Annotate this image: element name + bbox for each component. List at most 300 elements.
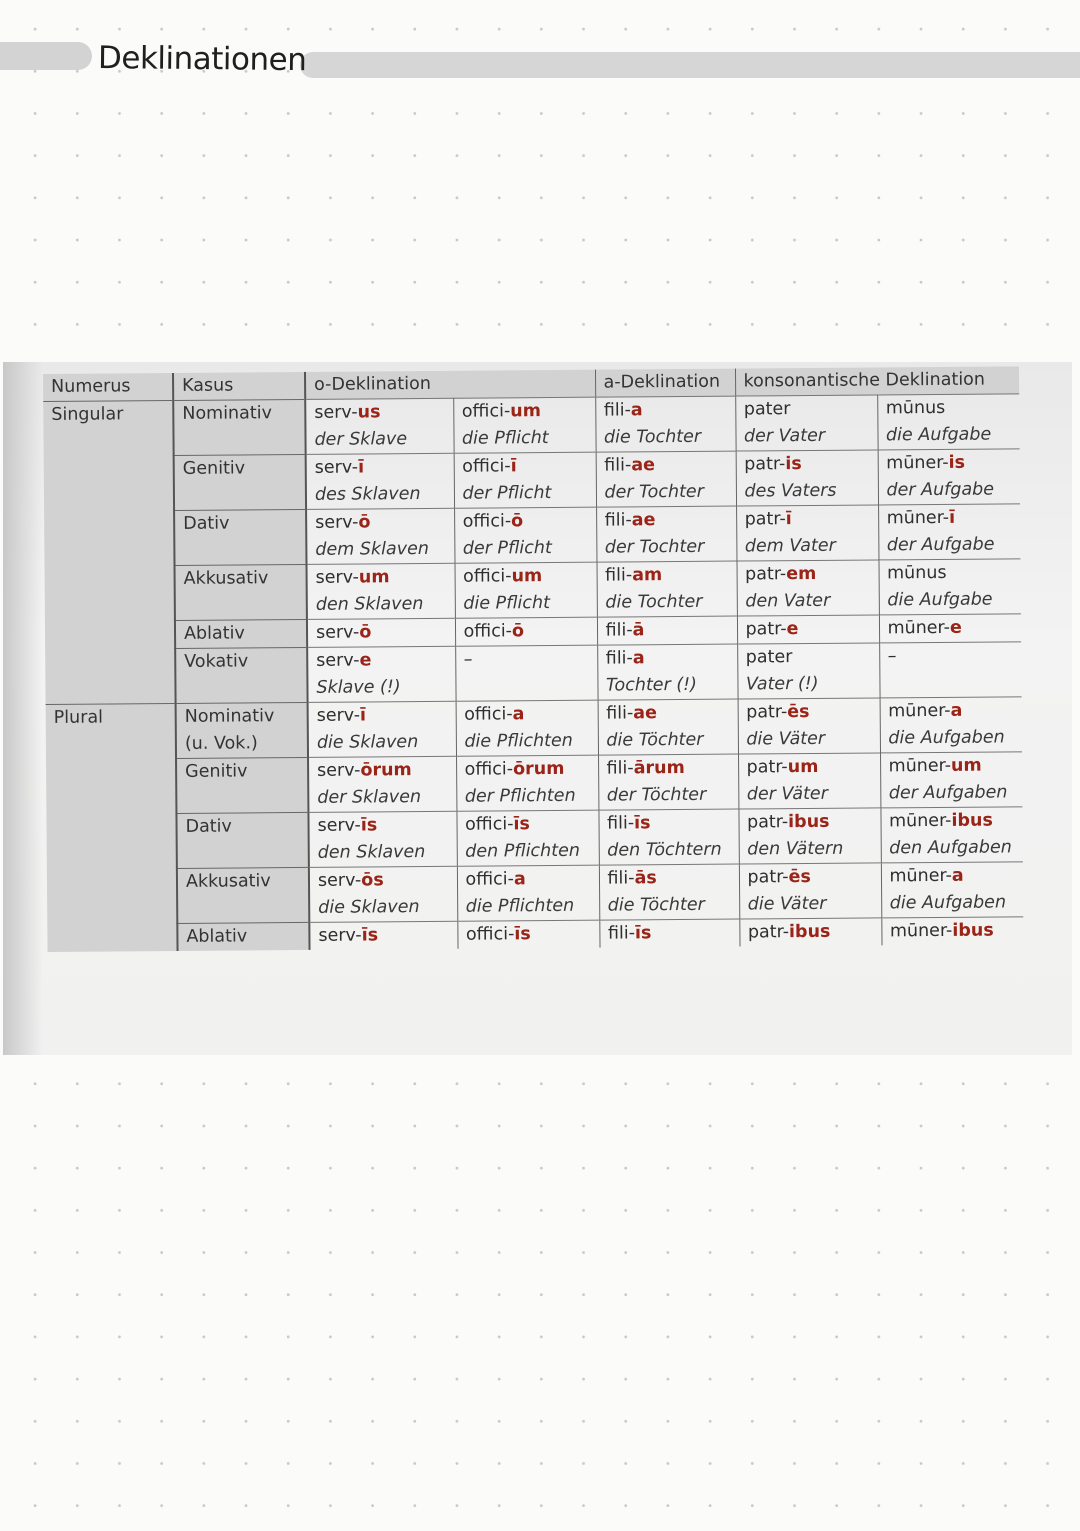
word-stem: serv- [315,567,359,588]
form-cell [880,807,1022,863]
word-ending: ae [631,455,656,476]
word-ending: ō [511,511,524,532]
kasus-cell [175,619,307,648]
title-highlight-right [300,52,1080,78]
german-translation: der Pflicht [462,483,552,504]
form-cell [453,397,595,453]
german-translation: des Vaters [744,480,837,502]
word-ending: īs [514,924,531,945]
word-stem: patr- [746,757,788,778]
form-cell [307,646,455,702]
latin-form [318,867,449,895]
form-cell [308,756,456,812]
form-cell [739,918,881,947]
german-translation: dem Sklaven [315,538,429,560]
latin-form [463,563,588,591]
word-stem: patr- [746,702,788,723]
word-stem: mūner- [888,810,952,832]
word-stem: mūner- [886,507,950,529]
word-ending: ō [358,512,371,533]
latin-form [889,807,1015,835]
latin-form [318,922,449,950]
latin-form [887,559,1013,587]
form-cell [308,701,456,757]
word-ending: īs [634,813,651,834]
word-ending: a [632,648,645,669]
word-ending: ae [631,510,656,531]
form-cell [456,700,598,756]
word-ending: ā [632,620,645,641]
word-stem: mūner- [888,700,951,722]
word-ending: ōrum [512,758,565,780]
word-stem: pater [743,399,791,420]
word-stem: offici- [462,511,512,532]
german-translation: dem Vater [744,535,836,557]
word-stem: fili- [603,400,631,421]
word-stem: serv- [314,402,358,423]
form-cell [878,504,1020,560]
word-stem: fili- [604,455,632,476]
word-ending: ō [511,621,525,642]
form-cell [736,450,878,506]
german-translation: die Töchter [606,729,704,751]
latin-form [604,397,727,425]
numerus-singular: Singular [43,400,175,704]
latin-form [746,644,871,672]
form-cell [596,561,736,617]
german-translation: die Pflichten [464,730,573,752]
latin-form [744,451,869,479]
german-translation: der Tochter [604,536,705,558]
word-ending: ibus [788,811,830,833]
word-stem: fili- [607,923,636,944]
form-cell [878,449,1020,505]
table-row [43,394,1019,457]
german-translation: der Pflichten [464,785,576,807]
german-translation: die Aufgabe [887,589,993,611]
german-translation: der Aufgabe [886,534,995,556]
kasus-label: Nominativ [182,403,273,424]
form-cell [454,562,596,618]
german-translation: die Tochter [605,591,703,613]
word-ending: ō [359,622,372,643]
latin-form [465,756,590,784]
latin-form [605,507,728,535]
word-ending: ī [510,456,517,477]
latin-form [888,697,1014,725]
german-translation: der Töchter [606,784,707,806]
latin-form [607,755,730,783]
latin-form [465,866,590,894]
latin-form [315,509,446,537]
kasus-label: Ablativ [186,926,248,947]
form-cell [738,753,880,809]
latin-form [745,506,870,534]
latin-form [747,754,872,782]
word-ending: um [510,401,542,422]
latin-form [747,809,872,837]
declension-table [43,366,1024,952]
form-cell [455,645,597,701]
latin-form [608,920,731,948]
header-consonant-declension: konsonantische Deklination [735,366,1019,396]
kasus-cell [176,812,308,868]
latin-form [886,394,1012,422]
german-translation: die Pflicht [463,593,551,614]
latin-form [605,617,728,645]
header-o-declension: o-Deklination [305,370,595,400]
word-ending: e [359,650,372,671]
form-cell [309,866,457,922]
word-ending: a [513,869,526,890]
word-stem: fili- [606,703,634,724]
kasus-label: Genitiv [182,458,246,479]
word-stem: fili- [605,565,633,586]
german-translation: der Aufgaben [888,782,1008,804]
word-stem: mūnus [887,562,947,584]
word-ending: ibus [951,810,993,831]
word-stem: offici- [465,869,514,890]
german-translation: den Sklaven [317,842,426,863]
word-ending: ī [948,507,956,528]
word-stem: patr- [746,812,789,833]
numerus-plural: Plural [46,703,178,952]
form-cell [307,563,455,619]
word-stem: fili- [607,868,635,889]
kasus-cell [175,564,307,620]
form-cell [880,697,1022,753]
word-ending: ārum [633,757,685,779]
german-translation: Tochter (!) [605,674,698,696]
latin-form [606,700,729,728]
german-translation: die Pflicht [461,428,549,449]
word-stem: serv- [317,815,361,836]
header-numerus: Numerus [43,373,173,402]
title-highlight-left [0,42,92,70]
word-ending: ēs [787,701,810,723]
german-translation: der Väter [746,783,828,805]
word-stem: patr- [745,619,787,640]
kasus-label: Ablativ [183,623,245,644]
word-stem: – [463,649,473,670]
word-stem: mūnus [885,397,946,419]
german-translation: des Sklaven [314,484,421,505]
latin-form [317,757,448,785]
german-translation: den Töchtern [607,839,722,861]
word-ending: is [785,454,802,475]
word-stem: patr- [745,564,787,585]
table-row [45,559,1021,622]
german-translation: den Vater [745,590,831,612]
kasus-label: Vokativ [184,651,249,672]
german-translation: den Sklaven [315,594,424,615]
word-ending: e [949,617,962,638]
word-stem: mūner- [888,755,952,777]
table-row [44,449,1020,512]
word-ending: am [632,565,663,586]
latin-form [462,453,587,481]
word-ending: īs [360,815,378,836]
latin-form [316,647,447,675]
form-cell [456,755,598,811]
kasus-label: Akkusativ [183,568,269,589]
word-stem: serv- [317,870,362,891]
photo-shadow [3,362,43,1055]
form-cell [595,396,735,452]
latin-form [888,642,1014,670]
word-stem: offici- [462,456,511,477]
latin-form [316,619,447,647]
form-cell [737,615,879,644]
latin-form [462,398,587,426]
word-stem: patr- [744,454,786,475]
table-row [47,862,1023,925]
form-cell [735,395,877,451]
word-stem: offici- [465,924,515,945]
word-ending: ae [633,703,658,724]
form-cell [881,917,1023,946]
latin-form [607,810,730,838]
form-cell [739,863,881,919]
latin-form [744,396,869,424]
form-cell [738,808,880,864]
latin-form [745,561,870,589]
kasus-label: Nominativ [184,706,275,727]
latin-form [315,454,446,482]
latin-form [746,699,871,727]
kasus-cell [174,509,306,565]
kasus-cell [176,757,308,813]
form-cell [307,618,455,647]
latin-form [314,399,445,427]
form-cell [306,508,454,564]
word-stem: offici- [461,401,511,422]
form-cell [736,505,878,561]
word-ending: īs [361,925,379,946]
form-cell [599,864,739,920]
kasus-cell [175,647,307,703]
latin-form [887,504,1013,532]
word-ending: a [512,704,525,725]
word-stem: mūner- [886,452,949,474]
word-stem: fili- [605,648,633,669]
form-cell [596,451,736,507]
word-stem: fili- [606,758,634,779]
table-row [44,504,1020,567]
word-ending: um [950,755,982,776]
word-ending: ōs [361,870,384,891]
word-stem: fili- [604,510,632,531]
form-cell [738,698,880,754]
table-photo [3,362,1072,1055]
word-stem: fili- [605,620,633,641]
word-stem: serv- [315,622,360,643]
form-cell [457,865,599,921]
word-ending: um [358,567,390,588]
latin-form [886,449,1012,477]
latin-form [463,618,588,646]
german-translation: Sklave (!) [316,677,401,698]
latin-form [748,918,873,946]
form-cell [599,919,739,948]
form-cell [878,559,1020,615]
word-ending: us [357,402,381,423]
form-cell [306,453,454,509]
form-cell [455,617,597,646]
form-cell [457,920,599,949]
word-stem: offici- [464,704,513,725]
form-cell [737,643,879,699]
kasus-cell [174,454,306,510]
form-cell [598,754,738,810]
german-translation: der Aufgabe [886,479,995,501]
kasus-label: Akkusativ [185,871,271,892]
word-ending: a [630,400,643,421]
kasus-label: Dativ [183,513,230,534]
latin-form [605,562,728,590]
form-cell [596,506,736,562]
word-stem: patr- [747,867,789,888]
form-cell [305,398,453,454]
word-stem: – [887,646,897,667]
german-translation: den Aufgaben [889,837,1012,859]
form-cell [880,752,1022,808]
word-stem: mūner- [889,865,952,887]
latin-form [606,645,729,673]
table-row [46,697,1022,760]
kasus-label: Genitiv [185,761,248,782]
word-ending: ī [359,705,367,726]
latin-form [889,862,1015,890]
word-stem: serv- [316,705,361,726]
german-translation: die Tochter [603,426,702,448]
word-stem: offici- [463,621,513,642]
german-translation: die Sklaven [316,732,419,753]
german-translation: die Väter [746,728,826,750]
declension-table-wrapper [43,366,1024,952]
table-row [46,807,1022,870]
latin-form [316,564,447,592]
table-row [45,642,1021,705]
word-ending: um [511,566,543,587]
kasus-cell [173,399,305,455]
header-kasus: Kasus [173,372,305,401]
word-ending: ibus [952,920,994,941]
german-translation: Vater (!) [745,673,819,695]
latin-form [466,921,591,949]
word-ending: ī [357,457,365,478]
form-cell [597,644,737,700]
form-cell [879,642,1021,698]
german-translation: der Vater [743,425,826,447]
latin-form [887,614,1013,642]
latin-form [465,811,590,839]
word-stem: serv- [317,760,361,781]
kasus-cell [177,922,309,951]
word-stem: serv- [316,650,360,671]
kasus-cell [176,702,308,758]
form-cell [879,614,1021,643]
latin-form [607,865,730,893]
word-stem: serv- [318,925,362,946]
word-stem: patr- [744,509,786,530]
word-ending: ī [785,509,792,530]
latin-form [604,452,727,480]
german-translation: den Pflichten [465,840,581,862]
word-stem: offici- [464,759,514,780]
form-cell [736,560,878,616]
kasus-label: Dativ [185,816,232,837]
form-cell [308,811,456,867]
german-translation: der Tochter [604,481,704,503]
word-stem: mūner- [887,617,950,639]
form-cell [309,921,457,950]
word-ending: ōrum [360,760,412,781]
latin-form [464,701,589,729]
word-ending: em [786,563,817,585]
word-stem: offici- [463,566,512,587]
form-cell [598,699,738,755]
word-ending: ās [634,868,657,889]
word-stem: offici- [464,814,514,835]
page-title: Deklinationen [97,40,307,79]
word-ending: ibus [788,921,831,943]
kasus-sublabel: (u. Vok.) [184,733,258,754]
german-translation: die Aufgabe [885,424,992,446]
word-stem: serv- [314,457,359,478]
form-cell [877,394,1019,450]
german-translation: die Aufgaben [888,727,1005,749]
latin-form [317,702,448,730]
latin-form [747,864,872,892]
german-translation: die Pflichten [465,895,575,917]
word-ending: e [786,619,799,640]
latin-form [890,917,1016,945]
german-translation: die Väter [747,893,827,915]
word-ending: um [787,756,819,778]
latin-form [463,508,588,536]
latin-form [745,616,870,644]
german-translation: die Töchter [607,894,705,916]
word-ending: is [948,452,966,473]
german-translation: der Pflicht [462,538,552,559]
latin-form [889,752,1015,780]
header-a-declension: a-Deklination [595,369,735,398]
word-stem: pater [745,647,793,668]
word-ending: ēs [788,866,811,888]
word-ending: a [950,700,963,721]
form-cell [598,809,738,865]
form-cell [456,810,598,866]
word-stem: serv- [315,512,359,533]
german-translation: die Aufgaben [889,892,1007,914]
table-row [46,752,1022,815]
form-cell [881,862,1023,918]
german-translation: der Sklaven [317,787,422,808]
german-translation: den Vätern [747,838,844,860]
kasus-cell [177,867,309,923]
word-stem: fili- [606,813,635,834]
form-cell [454,452,596,508]
german-translation: die Sklaven [318,897,420,918]
word-ending: a [951,865,964,886]
german-translation: der Sklave [314,429,408,450]
word-stem: patr- [747,922,790,943]
latin-form [317,812,448,840]
form-cell [454,507,596,563]
word-ending: īs [634,923,652,944]
word-ending: īs [513,814,530,835]
